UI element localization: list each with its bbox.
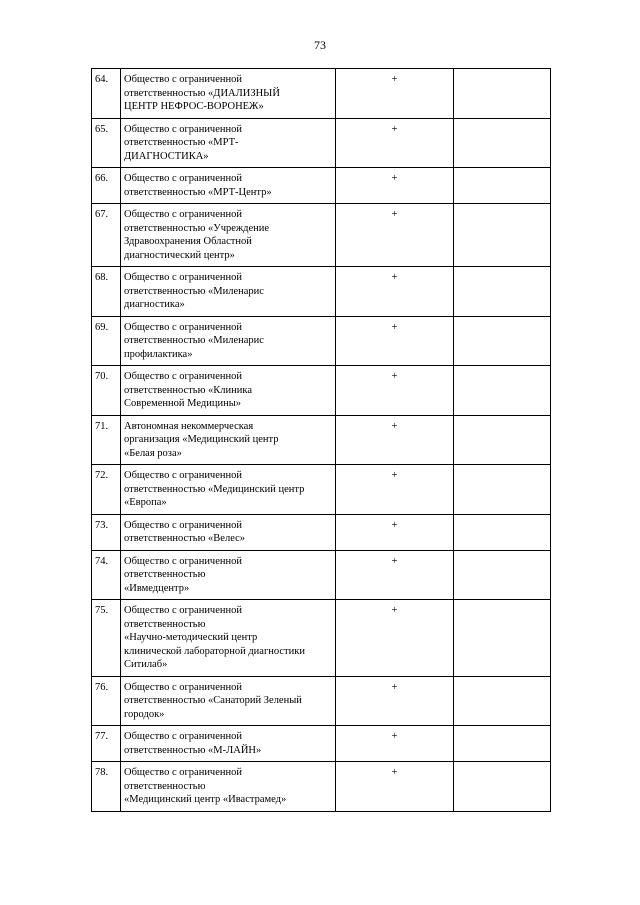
mark-cell: + [336, 204, 454, 267]
row-number-cell: 68. [92, 267, 121, 317]
organization-name-line: ответственностью «Клиника [124, 384, 252, 396]
organization-name-line: «Научно-методический центр [124, 632, 258, 643]
organization-name-line: Общество с ограниченной [124, 173, 242, 184]
table-row [92, 550, 551, 600]
organizations-table [91, 68, 551, 812]
note-cell [454, 366, 551, 416]
note-cell [454, 316, 551, 366]
organization-name-line: Общество с ограниченной [124, 74, 242, 85]
mark-cell: + [336, 168, 454, 204]
row-number-cell: 73. [92, 514, 121, 550]
table-row [92, 514, 551, 550]
note-cell [454, 118, 551, 168]
organization-name-line: ответственностью «Миленарис [124, 285, 264, 297]
row-number-cell: 77. [92, 726, 121, 762]
organization-name-cell [121, 204, 336, 267]
organization-name-line: Общество с ограниченной [124, 767, 242, 778]
table-row [92, 465, 551, 515]
table-row [92, 168, 551, 204]
organization-name-cell [121, 267, 336, 317]
organization-name-line: ответственностью «Учреждение [124, 222, 270, 234]
organization-name-line: «Медицинский центр «Ивастрамед» [124, 794, 287, 805]
organization-name-line: ответственностью «ДИАЛИЗНЫЙ [124, 87, 280, 99]
organization-name-line: Общество с ограниченной [124, 470, 242, 481]
table-body [92, 69, 551, 812]
row-number-cell: 72. [92, 465, 121, 515]
organization-name-line: Общество с ограниченной [124, 321, 242, 333]
mark-cell: + [336, 267, 454, 317]
organization-name-line: Общество с ограниченной [124, 123, 242, 135]
organization-name-line: Общество с ограниченной [124, 209, 242, 220]
organization-name-line: диагностика» [124, 299, 185, 310]
note-cell [454, 726, 551, 762]
organization-name-cell [121, 316, 336, 366]
table-row [92, 762, 551, 812]
organization-name-line: ответственностью «Санаторий Зеленый [124, 695, 302, 706]
organization-name-line: ответственностью «МРТ-Центр» [124, 186, 272, 198]
organization-name-line: Общество с ограниченной [124, 605, 242, 616]
table-row [92, 676, 551, 726]
organization-name-line: Современной Медицины» [124, 398, 242, 409]
organization-name-line: Ситилаб» [124, 659, 168, 670]
organization-name-line: «Ивмедцентр» [124, 582, 190, 594]
organization-name-line: ответственностью «МРТ- [124, 137, 239, 148]
table-row [92, 69, 551, 119]
organization-name-line: профилактика» [124, 348, 193, 360]
mark-cell: + [336, 550, 454, 600]
mark-cell: + [336, 366, 454, 416]
row-number-cell: 78. [92, 762, 121, 812]
organization-name-line: ДИАГНОСТИКА» [124, 150, 209, 162]
organization-name-cell [121, 550, 336, 600]
row-number-cell: 71. [92, 415, 121, 465]
row-number-cell: 70. [92, 366, 121, 416]
note-cell [454, 69, 551, 119]
organization-name-cell [121, 465, 336, 515]
table-row [92, 726, 551, 762]
organization-name-line: ответственностью «М-ЛАЙН» [124, 744, 262, 756]
organization-name-line: Здравоохранения Областной [124, 236, 252, 247]
row-number-cell: 65. [92, 118, 121, 168]
note-cell [454, 762, 551, 812]
organization-name-line: ответственностью «Миленарис [124, 335, 264, 346]
organization-name-line: клинической лабораторной диагностики [124, 645, 305, 657]
organization-name-line: Общество с ограниченной [124, 519, 242, 531]
table-row [92, 600, 551, 677]
organization-name-line: Общество с ограниченной [124, 272, 242, 283]
organization-name-cell [121, 118, 336, 168]
table-row [92, 316, 551, 366]
note-cell [454, 267, 551, 317]
page-number: 73 [314, 38, 326, 52]
row-number-cell: 64. [92, 69, 121, 119]
organization-name-line: ответственностью [124, 569, 206, 580]
organization-name-line: Общество с ограниченной [124, 731, 242, 742]
mark-cell: + [336, 600, 454, 677]
organization-name-cell [121, 762, 336, 812]
mark-cell: + [336, 762, 454, 812]
row-number-cell: 76. [92, 676, 121, 726]
organization-name-line: «Белая роза» [124, 447, 182, 459]
organization-name-line: ответственностью [124, 780, 206, 792]
note-cell [454, 676, 551, 726]
table-row [92, 366, 551, 416]
organization-name-line: организация «Медицинский центр [124, 434, 279, 445]
row-number-cell: 66. [92, 168, 121, 204]
table-row [92, 204, 551, 267]
row-number-cell: 69. [92, 316, 121, 366]
organization-name-line: Общество с ограниченной [124, 555, 242, 567]
organization-name-line: городок» [124, 708, 165, 720]
organization-name-cell [121, 514, 336, 550]
mark-cell: + [336, 726, 454, 762]
table-row [92, 118, 551, 168]
note-cell [454, 550, 551, 600]
mark-cell: + [336, 316, 454, 366]
table-row [92, 267, 551, 317]
row-number-cell: 75. [92, 600, 121, 677]
mark-cell: + [336, 69, 454, 119]
note-cell [454, 514, 551, 550]
organization-name-line: ответственностью [124, 618, 206, 630]
note-cell [454, 465, 551, 515]
organization-name-line: диагностический центр» [124, 249, 235, 261]
organization-name-line: Общество с ограниченной [124, 371, 242, 382]
mark-cell: + [336, 676, 454, 726]
organization-name-cell [121, 168, 336, 204]
note-cell [454, 168, 551, 204]
table-row [92, 415, 551, 465]
mark-cell: + [336, 415, 454, 465]
organization-name-cell [121, 726, 336, 762]
organization-name-cell [121, 415, 336, 465]
note-cell [454, 204, 551, 267]
organization-name-line: ответственностью «Велес» [124, 533, 246, 544]
organization-name-cell [121, 69, 336, 119]
organization-name-cell [121, 676, 336, 726]
organization-name-line: «Европа» [124, 497, 167, 508]
mark-cell: + [336, 465, 454, 515]
organization-name-line: Автономная некоммерческая [124, 420, 254, 432]
note-cell [454, 415, 551, 465]
row-number-cell: 74. [92, 550, 121, 600]
organization-name-line: Общество с ограниченной [124, 681, 242, 693]
organization-name-cell [121, 600, 336, 677]
note-cell [454, 600, 551, 677]
organization-name-line: ответственностью «Медицинский центр [124, 483, 305, 495]
mark-cell: + [336, 514, 454, 550]
mark-cell: + [336, 118, 454, 168]
row-number-cell: 67. [92, 204, 121, 267]
organization-name-line: ЦЕНТР НЕФРОС-ВОРОНЕЖ» [124, 101, 264, 112]
organization-name-cell [121, 366, 336, 416]
